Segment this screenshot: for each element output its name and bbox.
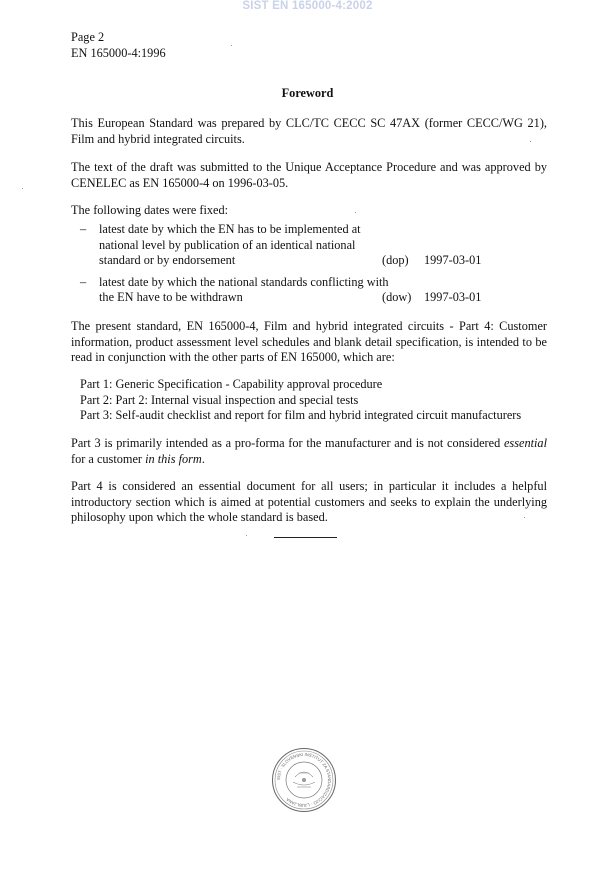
text-run: . bbox=[201, 451, 205, 466]
list-dash: – bbox=[80, 222, 87, 236]
part-item-1: Part 1: Generic Specification - Capability approval procedure bbox=[80, 377, 383, 391]
paragraph-dates-intro: The following dates were fixed: bbox=[71, 203, 229, 217]
date-description: latest date by which the EN has to be implemented at national level by publication of an identical national standard or by endorsement bbox=[99, 222, 361, 268]
date-description: latest date by which the national standards conflicting with the EN have to be withdrawn bbox=[99, 274, 389, 305]
scan-speck bbox=[22, 188, 23, 189]
watermark: SIST EN 165000-4:2002 bbox=[242, 0, 373, 12]
scan-speck bbox=[231, 45, 232, 46]
svg-text:SIST · SLOVENSKI INŠTITUT ZA S: SIST · SLOVENSKI INŠTITUT ZA STANDARDIZACIJO · LJUBLJANA bbox=[275, 751, 333, 809]
document-id: EN 165000-4:1996 bbox=[71, 45, 166, 60]
paragraph-present-standard: The present standard, EN 165000-4, Film and hybrid integrated circuits - Part 4: Customer information, product assessment level schedules and blank detail specification, is intended to be read in conjunction with the other parts of EN 165000, which are: bbox=[71, 319, 547, 365]
page-number: Page 2 bbox=[71, 30, 105, 44]
dates-list bbox=[71, 222, 547, 312]
scan-speck bbox=[524, 517, 525, 518]
part-item-2: Part 2: Part 2: Internal visual inspection and special tests bbox=[80, 392, 359, 407]
emphasis-text: in this form bbox=[145, 451, 202, 466]
paragraph-part3 bbox=[71, 436, 547, 467]
end-rule bbox=[274, 537, 337, 538]
section-title: Foreword bbox=[281, 86, 334, 100]
date-value: 1997-03-01 bbox=[424, 290, 482, 305]
scan-speck bbox=[355, 212, 356, 213]
paragraph-preparation: This European Standard was prepared by CLC/TC CECC SC 47AX (former CECC/WG 21), Film and hybrid integrated circuits. bbox=[71, 116, 547, 146]
date-item-dow bbox=[71, 275, 547, 306]
scan-speck bbox=[530, 141, 531, 142]
seal-graphic bbox=[271, 747, 337, 813]
text-run: for a customer bbox=[71, 451, 146, 466]
scan-speck bbox=[246, 535, 247, 536]
paragraph-part4: Part 4 is considered an essential document for all users; in particular it includes a helpful introductory section which is aimed at potential customers and seeks to explain the underlying philosophy upon which the whole standard is based. bbox=[71, 479, 547, 525]
parts-list bbox=[80, 377, 560, 424]
date-code: (dow) bbox=[382, 290, 412, 305]
emphasis-text: essential bbox=[503, 436, 547, 450]
stamp-seal bbox=[271, 747, 337, 813]
part-item-3: Part 3: Self-audit checklist and report for film and hybrid integrated circuit manufacturers bbox=[80, 408, 522, 423]
paragraph-approval: The text of the draft was submitted to the Unique Acceptance Procedure and was approved by CENELEC as EN 165000-4 on 1996-03-05. bbox=[71, 160, 547, 190]
text-run: Part 3 is primarily intended as a pro-forma for the manufacturer and is not considered bbox=[71, 436, 504, 450]
date-code: (dop) bbox=[382, 253, 409, 268]
page-header bbox=[71, 30, 166, 61]
date-value: 1997-03-01 bbox=[424, 253, 482, 268]
list-dash: – bbox=[80, 274, 87, 289]
date-item-dop bbox=[71, 222, 547, 269]
